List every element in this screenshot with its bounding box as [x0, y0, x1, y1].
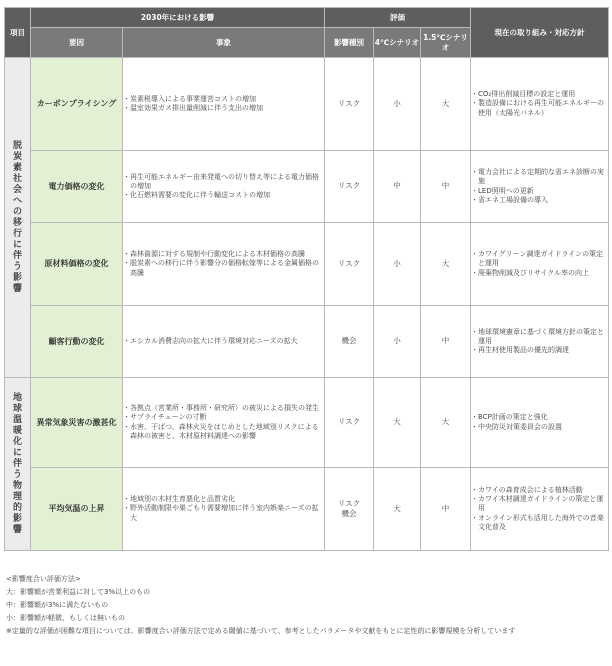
list-item: ・省エネ工場設備の導入 — [471, 195, 549, 204]
factor-customer-behavior: 顧客行動の変化 — [31, 306, 123, 378]
list-item: ・CO₂排出削減目標の設定と運用 — [471, 90, 576, 99]
list-item: ・サプライチェーンの寸断 — [123, 413, 207, 422]
factor-average-temperature: 平均気温の上昇 — [31, 468, 123, 551]
list-item: ・廃棄物削減及びリサイクル率の向上 — [471, 268, 590, 277]
scenario-1-5c-value: 中 — [421, 306, 471, 378]
measures-cell — [471, 151, 609, 223]
list-item: ・森林資源に対する規制や行動変化による木材価格の高騰 — [123, 250, 305, 259]
list-item: ・水害、干ばつ、森林火災をはじめとした地域別リスクによる森林の被害と、木材原材料調達への影響 — [123, 422, 319, 440]
category-physical: 地球温暖化に伴う物理的影響 — [5, 378, 31, 551]
table-row — [5, 306, 609, 378]
category-transition: 脱炭素社会への移行に伴う影響 — [5, 58, 31, 378]
table-row — [5, 468, 609, 551]
list-item: ・カワイの森育成会による植林活動 — [471, 485, 583, 494]
list-item: ・オンライン形式も活用した海外での音楽文化普及 — [471, 513, 604, 531]
impact-type: リスク — [325, 378, 374, 468]
header-evaluation: 評価 — [325, 8, 471, 28]
header-scenario-1-5c: 1.5℃シナリオ — [421, 28, 471, 58]
measures-cell — [471, 58, 609, 151]
table-row — [5, 378, 609, 468]
list-item: ・化石燃料需要の変化に伴う輸送コストの増加 — [123, 191, 270, 200]
scenario-1-5c-value: 中 — [421, 151, 471, 223]
list-item: ・カワイグリーン調達ガイドラインの策定と運用 — [471, 250, 604, 268]
list-item: ・カワイ木材調達ガイドラインの策定と運用 — [471, 495, 604, 513]
header-factor: 要因 — [31, 28, 123, 58]
scenario-4c-value: 大 — [374, 378, 421, 468]
table-row — [5, 223, 609, 306]
list-item: ・再生材使用製品の優先的調達 — [471, 346, 570, 355]
note-remark: ※定量的な評価が困難な項目については、影響度合い評価方法で定める閾値に基づいて、参考としたパラメータや文献をもとに定性的に影響規模を分析しています — [6, 627, 516, 635]
impact-type: リスク 機会 — [325, 468, 374, 551]
list-item: ・製造設備における再生可能エネルギーの使用（太陽光パネル） — [471, 99, 605, 117]
scenario-1-5c-value: 中 — [421, 468, 471, 551]
scenario-4c-value: 小 — [374, 306, 421, 378]
evaluation-notes — [6, 573, 610, 638]
measures-cell — [471, 378, 609, 468]
factor-raw-material-price: 原材料価格の変化 — [31, 223, 123, 306]
header-measures: 現在の取り組み・対応方針 — [471, 8, 609, 58]
header-impact-type: 影響種別 — [325, 28, 374, 58]
note-medium: 中：影響額が3%に満たないもの — [6, 601, 109, 609]
list-item: ・BCP計画の策定と強化 — [471, 413, 548, 422]
header-impact-2030: 2030年における影響 — [31, 8, 325, 28]
list-item: ・炭素税導入による事業運営コストの増加 — [123, 94, 256, 103]
list-item: ・エシカル消費志向の拡大に伴う環境対応ニーズの拡大 — [123, 336, 298, 345]
list-item: ・地域別の木材生育悪化と品質劣化 — [123, 495, 235, 504]
factor-carbon-pricing: カーボンプライシング — [31, 58, 123, 151]
measures-cell — [471, 306, 609, 378]
note-large: 大：影響額が営業利益に対して3%以上のもの — [6, 588, 151, 596]
scenario-4c-value: 中 — [374, 151, 421, 223]
header-item: 項目 — [5, 8, 31, 58]
list-item: ・電力会社による定期的な省エネ診断の実施 — [471, 168, 605, 186]
impact-type: リスク — [325, 151, 374, 223]
event-cell — [123, 151, 325, 223]
scenario-1-5c-value: 大 — [421, 378, 471, 468]
impact-type: 機会 — [325, 306, 374, 378]
list-item: ・脱炭素への移行に伴う影響分の価格転嫁等による金属価格の高騰 — [123, 259, 319, 277]
event-cell — [123, 58, 325, 151]
note-small: 小：影響額が軽微、もしくは無いもの — [6, 614, 125, 622]
list-item: ・再生可能エネルギー由来発電への切り替え等による電力価格の増加 — [123, 172, 319, 190]
scenario-4c-value: 小 — [374, 223, 421, 306]
scenario-1-5c-value: 大 — [421, 223, 471, 306]
scenario-4c-value: 大 — [374, 468, 421, 551]
header-scenario-4c: 4℃シナリオ — [374, 28, 421, 58]
event-cell — [123, 306, 325, 378]
factor-electricity-price: 電力価格の変化 — [31, 151, 123, 223]
measures-cell — [471, 468, 609, 551]
event-cell — [123, 223, 325, 306]
list-item: ・地球環境憲章に基づく環境方針の策定と運用 — [471, 327, 605, 345]
list-item: ・野外活動制限や巣ごもり需要増加に伴う室内娯楽ニーズの拡大 — [123, 504, 319, 522]
header-event: 事象 — [123, 28, 325, 58]
measures-cell — [471, 223, 609, 306]
list-item: ・中央防災対策委員会の設置 — [471, 422, 563, 431]
impact-type: リスク — [325, 223, 374, 306]
climate-risk-table — [4, 7, 609, 551]
event-cell — [123, 468, 325, 551]
scenario-4c-value: 小 — [374, 58, 421, 151]
list-item: ・各拠点（営業所・事務所・研究所）の被災による損失の発生 — [123, 404, 319, 413]
notes-title: <影響度合い評価方法> — [6, 575, 81, 583]
factor-extreme-weather: 異常気象災害の激甚化 — [31, 378, 123, 468]
scenario-1-5c-value: 大 — [421, 58, 471, 151]
impact-type: リスク — [325, 58, 374, 151]
list-item: ・LED照明への更新 — [471, 186, 534, 195]
table-row — [5, 58, 609, 151]
table-row — [5, 151, 609, 223]
event-cell — [123, 378, 325, 468]
list-item: ・温室効果ガス排出量削減に伴う支出の増加 — [123, 104, 263, 112]
